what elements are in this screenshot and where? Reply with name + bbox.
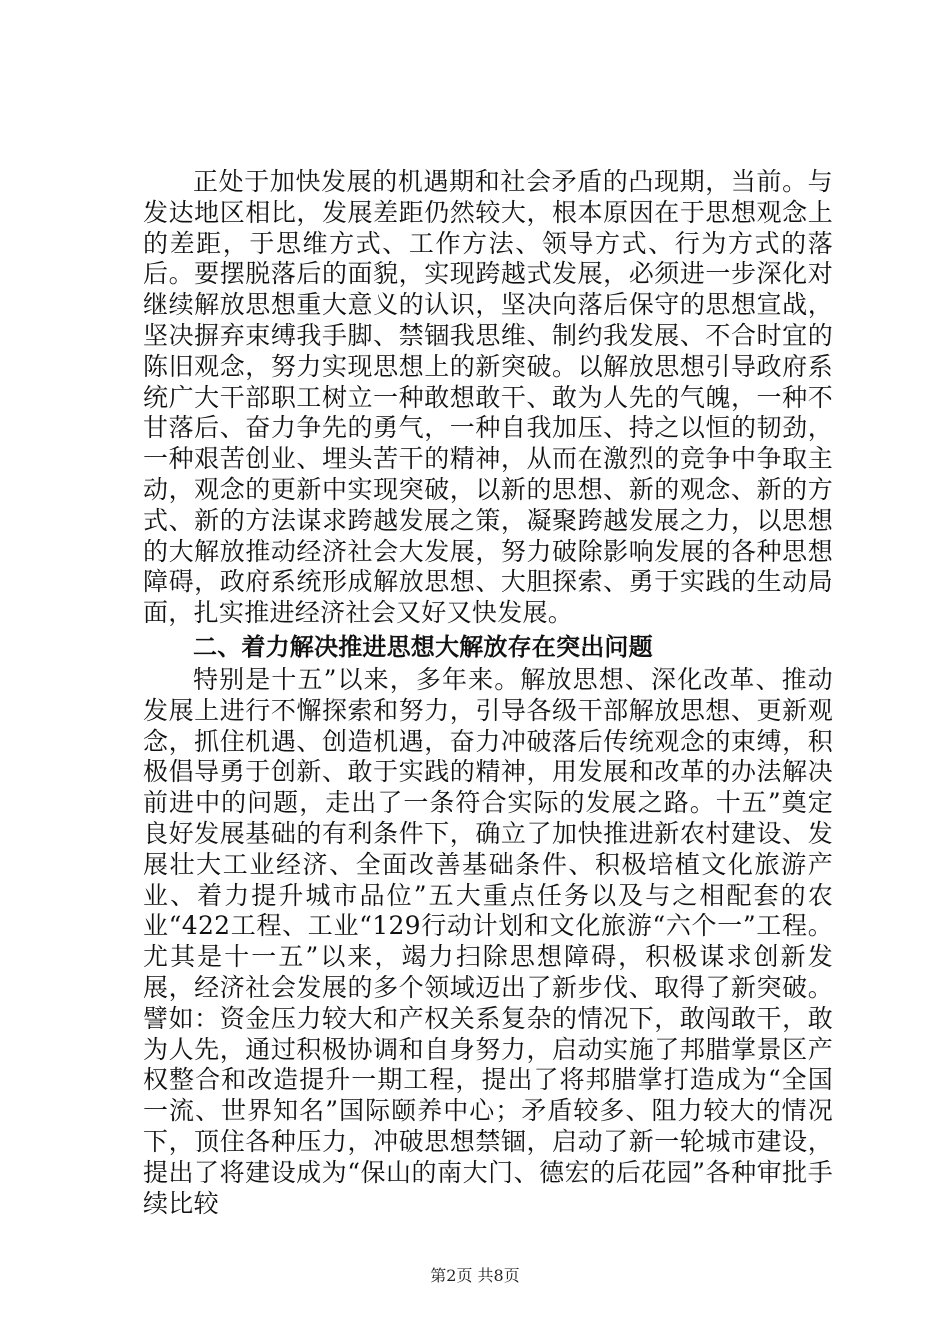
body-paragraph-1: 正处于加快发展的机遇期和社会矛盾的凸现期，当前。与发达地区相比，发展差距仍然较大，根本原因在于思想观念上的差距，于思维方式、工作方法、领导方式、行为方式的落后。要摆脱落后的面貌，实现跨越式发展，必须进一步深化对继续解放思想重大意义的认识，坚决向落后保守的思想宣战，坚决摒弃束缚我手脚、禁锢我思维、制约我发展、不合时宜的陈旧观念，努力实现思想上的新突破。以解放思想引导政府系统广大干部职工树立一种敢想敢干、敢为人先的气魄，一种不甘落后、奋力争先的勇气，一种自我加压、持之以恒的韧劲，一种艰苦创业、埋头苦干的精神，从而在激烈的竞争中争取主动，观念的更新中实现突破，以新的思想、新的观念、新的方式、新的方法谋求跨越发展之策，凝聚跨越发展之力，以思想的大解放推动经济社会大发展，努力破除影响发展的各种思想障碍，政府系统形成解放思想、大胆探索、勇于实践的生动局面，扎实推进经济社会又好又快发展。: [143, 167, 833, 628]
page-footer: 第2页 共8页: [430, 1266, 520, 1285]
section-heading: 二、着力解决推进思想大解放存在突出问题: [193, 632, 653, 661]
document-body: [143, 167, 833, 1219]
body-paragraph-2: 特别是十五”以来，多年来。解放思想、深化改革、推动发展上进行不懈探索和努力，引导各级干部解放思想、更新观念，抓住机遇、创造机遇，奋力冲破落后传统观念的束缚，积极倡导勇于创新、敢于实践的精神，用发展和改革的办法解决前进中的问题，走出了一条符合实际的发展之路。十五”奠定良好发展基础的有利条件下，确立了加快推进新农村建设、发展壮大工业经济、全面改善基础条件、积极培植文化旅游产业、着力提升城市品位”五大重点任务以及与之相配套的农业“422工程、工业“129行动计划和文化旅游“六个一”工程。尤其是十一五”以来，竭力扫除思想障碍，积极谋求创新发展，经济社会发展的多个领域迈出了新步伐、取得了新突破。譬如：资金压力较大和产权关系复杂的情况下，敢闯敢干，敢为人先，通过积极协调和自身努力，启动实施了邦腊掌景区产权整合和改造提升一期工程，提出了将邦腊掌打造成为“全国一流、世界知名”国际颐养中心；矛盾较多、阻力较大的情况下，顶住各种压力，冲破思想禁锢，启动了新一轮城市建设，提出了将建设成为“保山的南大门、德宏的后花园”各种审批手续比较: [143, 664, 833, 1218]
